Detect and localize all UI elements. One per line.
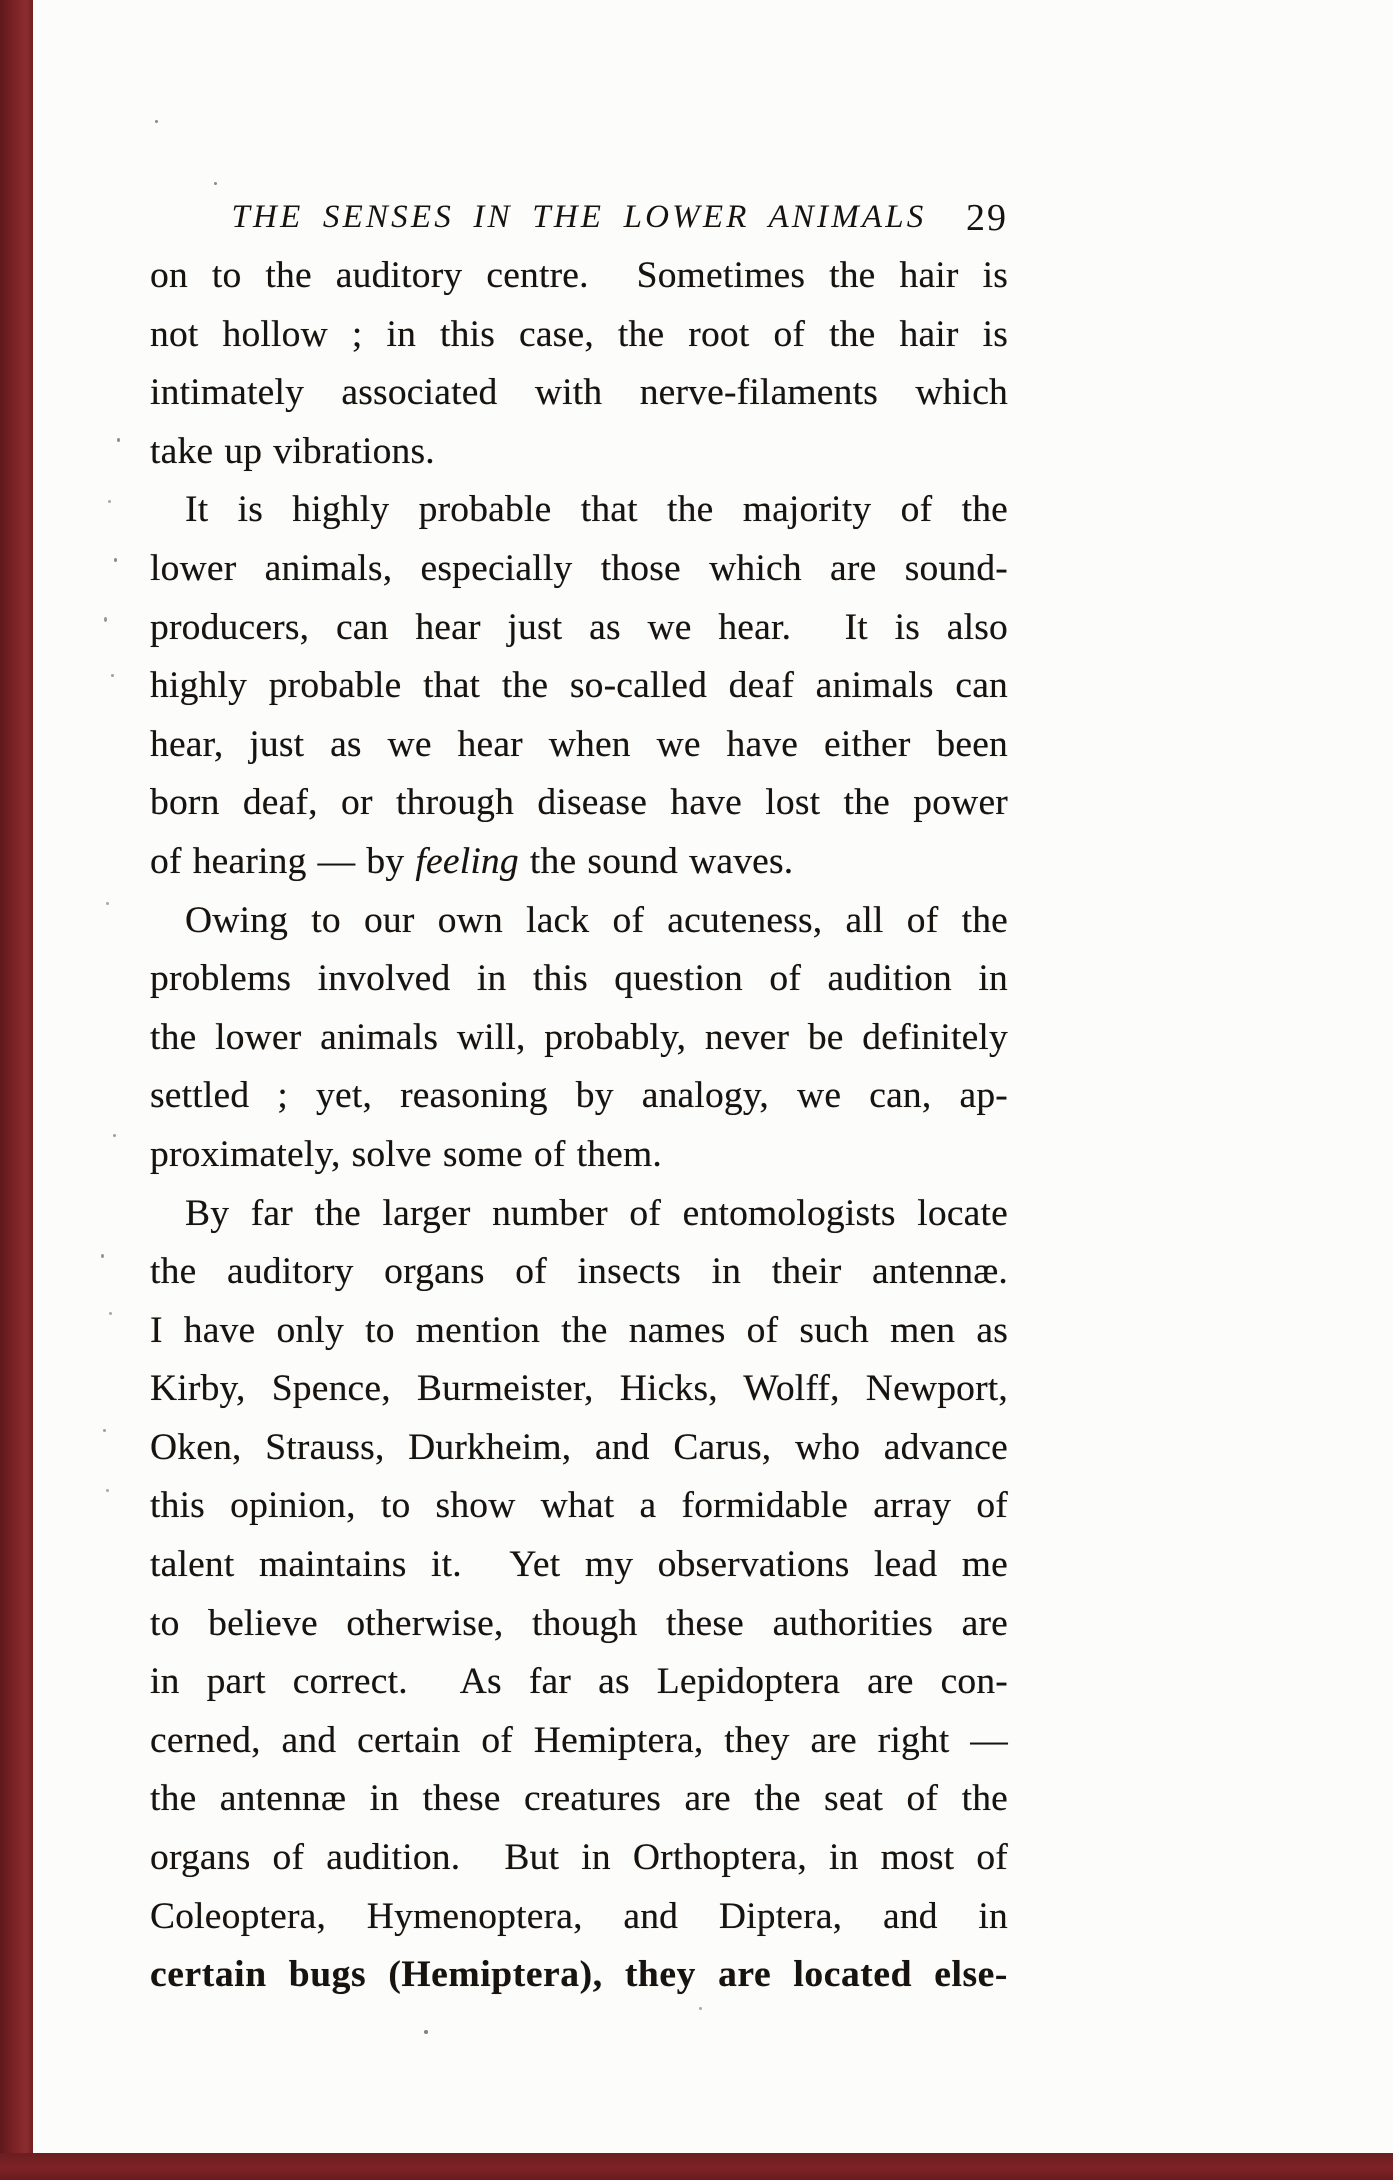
text-line: Kirby, Spence, Burmeister, Hicks, Wolff, Newport, — [150, 1368, 1008, 1410]
text-line: Coleoptera, Hymenoptera, and Diptera, and in — [150, 1895, 1008, 1937]
text-line: Owing to our own lack of acuteness, all of the — [185, 899, 1008, 941]
scan-speck — [109, 1312, 112, 1315]
scan-speck — [214, 182, 217, 185]
text-line: this opinion, to show what a formidable array of — [150, 1485, 1008, 1527]
scan-speck — [106, 902, 109, 905]
scan-speck — [104, 617, 107, 622]
text-line: take up vibrations. — [150, 430, 435, 472]
text-line: By far the larger number of entomologists locate — [185, 1192, 1008, 1234]
book-cover-edge-bottom — [0, 2153, 1393, 2180]
page-number: 29 — [966, 197, 1008, 239]
text-line: the antennæ in these creatures are the seat of the — [150, 1778, 1008, 1820]
text-line: the auditory organs of insects in their antennæ. — [150, 1251, 1008, 1293]
text-line: It is highly probable that the majority of the — [185, 489, 1008, 531]
text-line: I have only to mention the names of such men as — [150, 1309, 1008, 1351]
text-line: talent maintains it. Yet my observations lead me — [150, 1544, 1008, 1586]
scan-speck — [111, 674, 114, 677]
text-line: not hollow ; in this case, the root of the hair is — [150, 313, 1008, 355]
running-header — [150, 199, 1008, 249]
text-line: problems involved in this question of audition in — [150, 958, 1008, 1000]
book-cover-edge-left — [0, 0, 33, 2180]
scan-speck — [103, 1429, 106, 1432]
text-line: hear, just as we hear when we have either been — [150, 723, 1008, 765]
scan-speck — [117, 438, 120, 442]
text-line: Oken, Strauss, Durkheim, and Carus, who advance — [150, 1426, 1008, 1468]
text-line: organs of audition. But in Orthoptera, in most of — [150, 1837, 1008, 1879]
text-line: to believe otherwise, though these authorities are — [150, 1602, 1008, 1644]
scan-speck — [106, 1489, 109, 1492]
scan-speck — [699, 2007, 702, 2010]
text-line: cerned, and certain of Hemiptera, they are right — — [150, 1719, 1008, 1761]
text-line: producers, can hear just as we hear. It is also — [150, 606, 1008, 648]
running-header-title: THE SENSES IN THE LOWER ANIMALS — [231, 199, 927, 235]
text-line: in part correct. As far as Lepidoptera are con- — [150, 1661, 1008, 1703]
scan-speck — [101, 1254, 104, 1258]
scan-speck — [113, 1134, 116, 1137]
scan-speck — [424, 2030, 428, 2034]
text-line: lower animals, especially those which are sound- — [150, 547, 1008, 589]
text-line: intimately associated with nerve-filaments which — [150, 372, 1008, 414]
scan-speck — [155, 120, 158, 123]
scan-speck — [114, 558, 117, 562]
page-text — [150, 247, 1008, 2005]
text-line: on to the auditory centre. Sometimes the hair is — [150, 255, 1008, 296]
text-line: proximately, solve some of them. — [150, 1133, 662, 1175]
text-line: the lower animals will, probably, never be definitely — [150, 1016, 1008, 1058]
text-line: certain bugs (Hemiptera), they are located else- — [150, 1954, 1008, 1996]
text-line: of hearing — by feeling the sound waves. — [150, 840, 794, 882]
text-line: born deaf, or through disease have lost the power — [150, 782, 1008, 824]
scan-speck — [108, 500, 111, 503]
text-line: settled ; yet, reasoning by analogy, we can, ap- — [150, 1075, 1008, 1117]
text-line: highly probable that the so-called deaf animals can — [150, 665, 1008, 707]
